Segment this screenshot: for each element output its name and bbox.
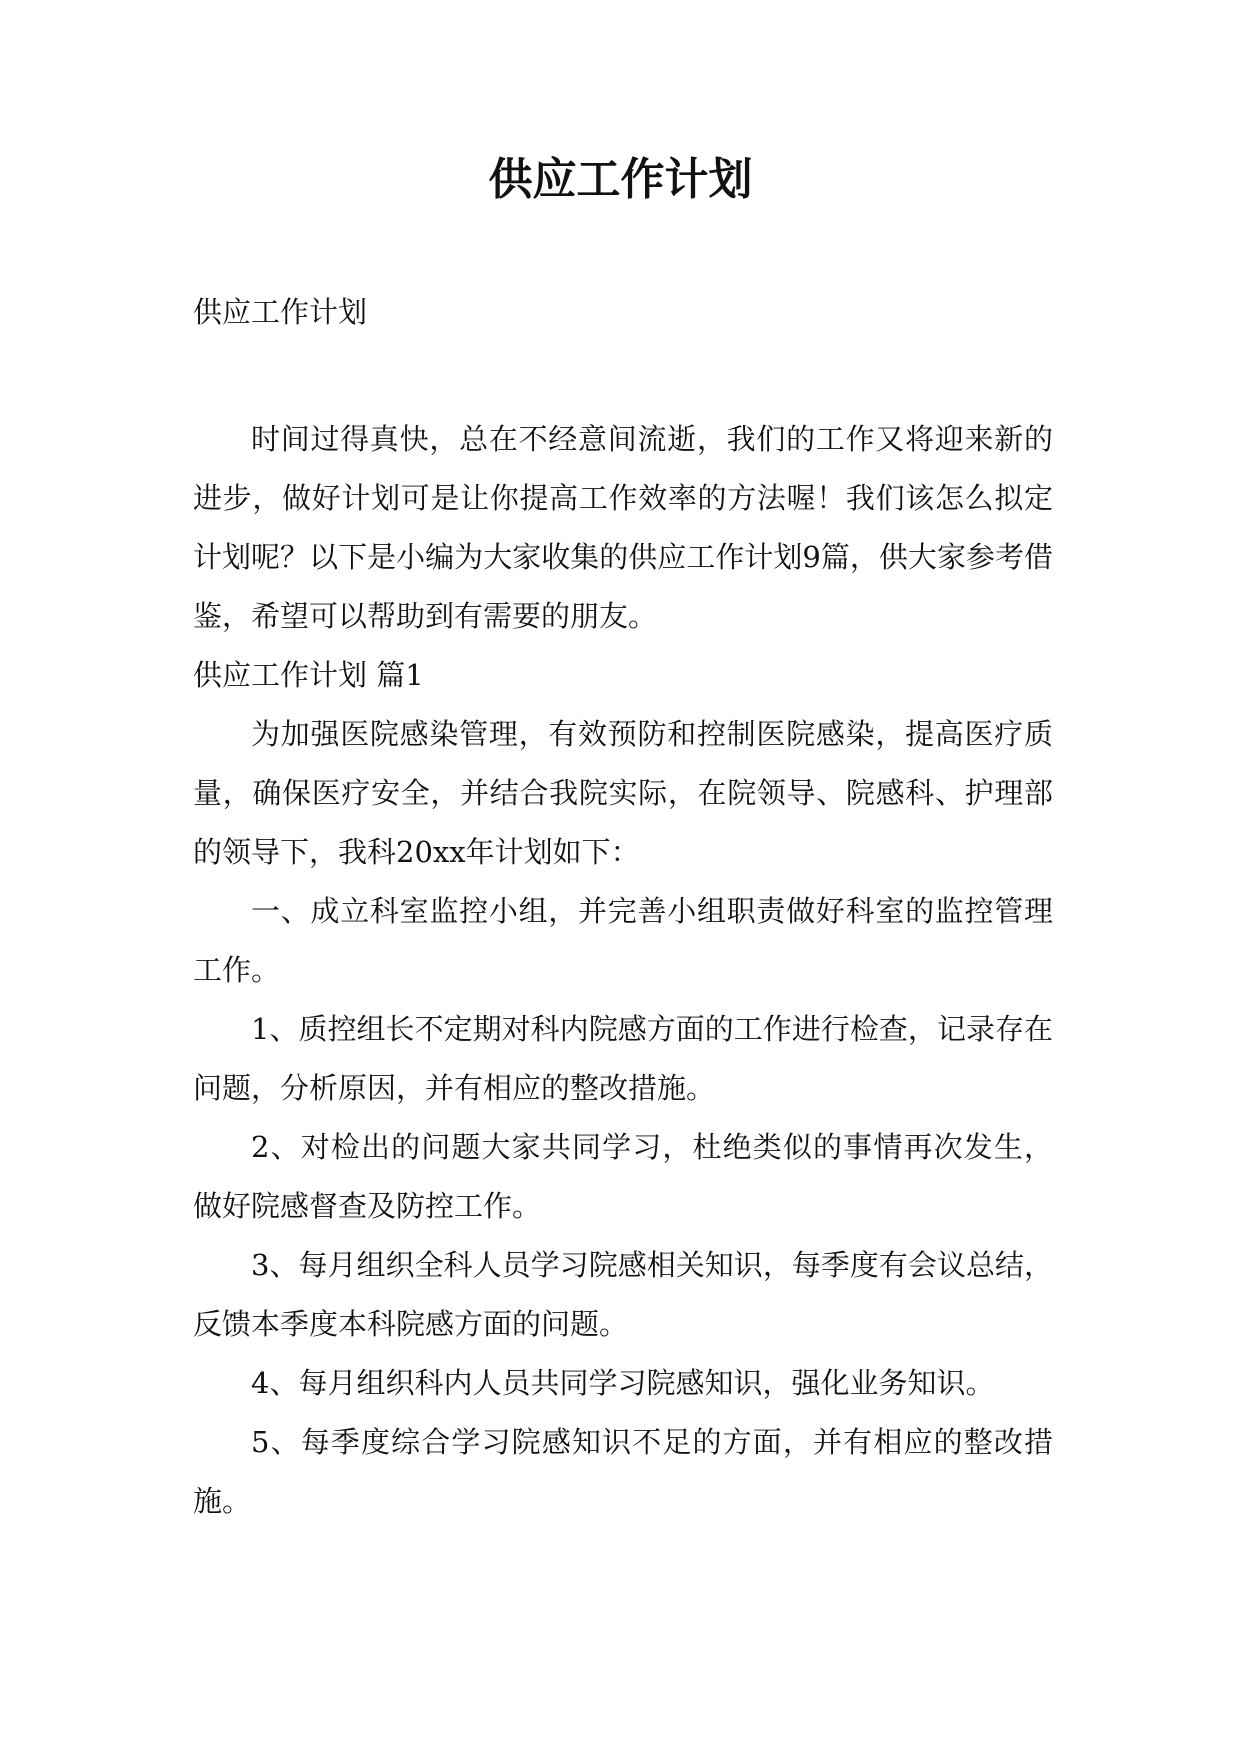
body-paragraph: 3、每月组织全科人员学习院感相关知识，每季度有会议总结，反馈本季度本科院感方面的问题。 — [193, 1248, 1053, 1341]
body-paragraph: 4、每月组织科内人员共同学习院感知识，强化业务知识。 — [251, 1366, 995, 1400]
document-subtitle: 供应工作计划 — [193, 295, 368, 329]
body-paragraph: 1、质控组长不定期对科内院感方面的工作进行检查，记录存在问题，分析原因，并有相应的整改措施。 — [193, 1012, 1053, 1105]
body-paragraph: 一、成立科室监控小组，并完善小组职责做好科室的监控管理工作。 — [193, 894, 1053, 987]
body-paragraph: 5、每季度综合学习院感知识不足的方面，并有相应的整改措施。 — [193, 1425, 1053, 1518]
body-paragraph: 时间过得真快，总在不经意间流逝，我们的工作又将迎来新的进步，做好计划可是让你提高工作效率的方法喔！我们该怎么拟定计划呢？以下是小编为大家收集的供应工作计划9篇，供大家参考借鉴，希望可以帮助到有需要的朋友。 — [193, 422, 1053, 633]
body-paragraph: 为加强医院感染管理，有效预防和控制医院感染，提高医疗质量，确保医疗安全，并结合我院实际，在院领导、院感科、护理部的领导下，我科20xx年计划如下： — [193, 717, 1053, 869]
section-heading: 供应工作计划 篇1 — [193, 658, 424, 692]
document-title: 供应工作计划 — [488, 154, 753, 205]
document-body — [193, 410, 1053, 1531]
body-paragraph: 2、对检出的问题大家共同学习，杜绝类似的事情再次发生， 做好院感督查及防控工作。 — [193, 1130, 1053, 1223]
